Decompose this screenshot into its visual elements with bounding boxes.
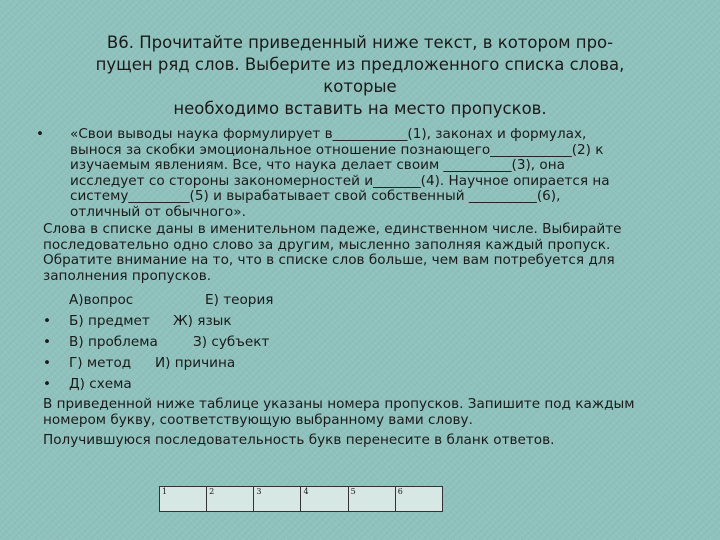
quote-line: «Свои выводы наука формулирует в___________(1), законах и формулах,: [70, 126, 587, 142]
quote-line: отличный от обычного».: [70, 203, 246, 220]
quote-block: [36, 126, 678, 220]
bullet: •: [43, 355, 52, 371]
quote-line: изучаемым явлениям. Все, что наука делает своим __________(3), она: [70, 157, 565, 173]
answer-cell-3[interactable]: 3: [254, 487, 301, 512]
option-left: А)вопрос: [69, 292, 134, 308]
option-row: [43, 332, 678, 353]
answer-table: [159, 486, 443, 512]
bullet: •: [43, 313, 52, 329]
instruction-line: заполнения пропусков.: [43, 267, 212, 284]
bullet: •: [43, 334, 52, 350]
footer-instructions: [43, 397, 678, 449]
instructions: [43, 222, 678, 284]
instruction-line: Обратите внимание на то, что в списке слов больше, чем вам потребуется для: [43, 252, 615, 268]
instruction-line: Слова в списке даны в именительном падеже, единственном числе. Выбирайте: [43, 221, 622, 237]
option-row: [43, 353, 678, 374]
quote-line: исследует со стороны закономерностей и_______(4). Научное опирается на: [70, 172, 610, 189]
option-row: [43, 374, 678, 395]
option-right: Ж) язык: [173, 313, 232, 329]
bullet: •: [43, 376, 52, 392]
title-line: необходимо вставить на место пропусков.: [173, 99, 547, 118]
option-left: Б) предмет: [69, 313, 150, 329]
bullet: •: [36, 126, 45, 142]
word-options: [43, 290, 678, 395]
option-left: Д) схема: [69, 376, 132, 392]
footer-line: В приведенной ниже таблице указаны номера пропусков. Запишите под каждым: [43, 396, 635, 412]
option-left: В) проблема: [69, 334, 158, 350]
task-body: [36, 126, 678, 449]
task-title: [60, 32, 660, 120]
option-right: З) субъект: [193, 334, 270, 350]
answer-cell-2[interactable]: 2: [207, 487, 254, 512]
option-right: И) причина: [155, 355, 236, 371]
footer-line: номером букву, соответствующую выбранному вами слову.: [43, 411, 473, 428]
quote-line: вынося за скобки эмоциональное отношение познающего____________(2) к: [70, 141, 604, 158]
answer-cell-4[interactable]: 4: [301, 487, 348, 512]
title-line: В6. Прочитайте приведенный ниже текст, в котором про-: [106, 33, 614, 52]
instruction-line: последовательно одно слово за другим, мысленно заполняя каждый пропуск.: [43, 236, 611, 253]
answer-cell-6[interactable]: 6: [395, 487, 442, 512]
footer-line: Получившуюся последовательность букв перенесите в бланк ответов.: [43, 432, 555, 448]
option-right: Е) теория: [205, 292, 274, 308]
answer-cell-1[interactable]: 1: [160, 487, 207, 512]
option-row: [43, 290, 678, 311]
title-line: пущен ряд слов. Выберите из предложенного списка слова, которые: [95, 55, 625, 96]
quote-line: систему_________(5) и вырабатывает свой собственный __________(6),: [70, 188, 561, 204]
answer-cell-5[interactable]: 5: [348, 487, 395, 512]
option-left: Г) метод: [69, 355, 132, 371]
option-row: [43, 311, 678, 332]
